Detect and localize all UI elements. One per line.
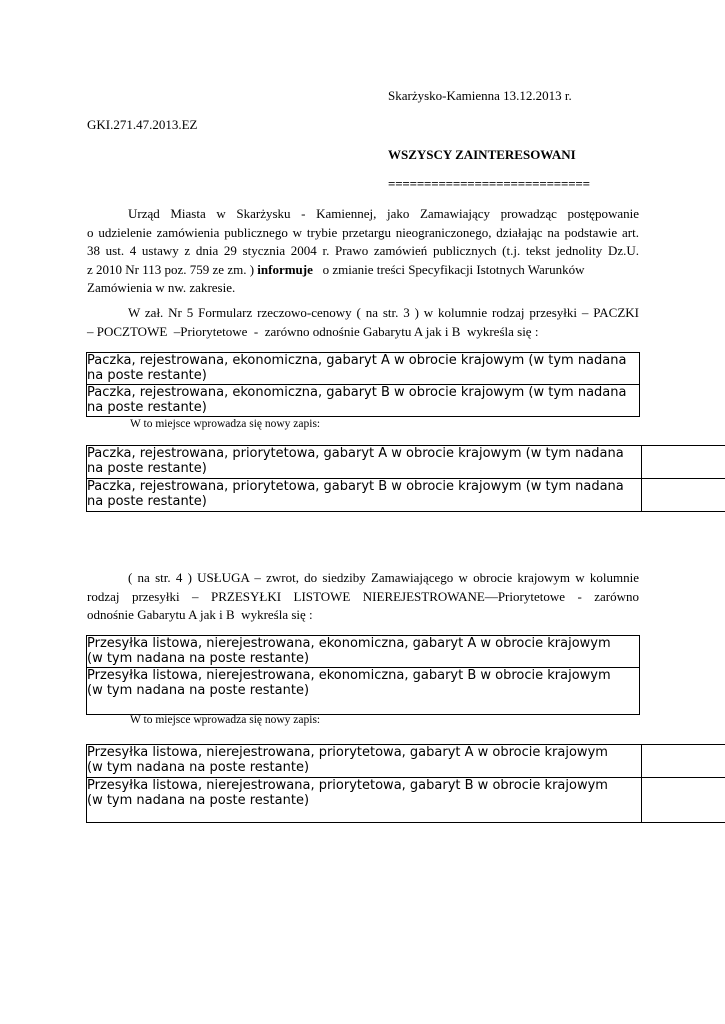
addressee-underline: ============================ — [388, 176, 590, 191]
intro-line-4 — [87, 261, 639, 280]
row-text: na poste restante) — [87, 368, 207, 383]
row-text: na poste restante) — [87, 494, 207, 509]
intro-informuje: informuje — [257, 261, 313, 277]
reference-number: GKI.271.47.2013.EZ — [87, 117, 198, 132]
row-text: Paczka, rejestrowana, ekonomiczna, gabaryt A w obrocie krajowym (w tym nadana — [87, 353, 627, 368]
row-text: Paczka, rejestrowana, priorytetowa, gabaryt B w obrocie krajowym (w tym nadana — [87, 479, 624, 494]
section2-line-2: rodzaj przesyłki – PRZESYŁKI LISTOWE NIEREJESTROWANE—Priorytetowe - zarówno — [87, 588, 639, 604]
row-text: Przesyłka listowa, nierejestrowana, ekonomiczna, gabaryt B w obrocie krajowym — [87, 668, 611, 683]
intro-line-1: Urząd Miasta w Skarżysku - Kamiennej, jako Zamawiający prowadząc postępowanie — [128, 206, 639, 221]
table-row — [87, 636, 640, 668]
table-row — [87, 353, 640, 385]
section1-paragraph — [87, 304, 639, 341]
row-text: Przesyłka listowa, nierejestrowana, ekonomiczna, gabaryt A w obrocie krajowym — [87, 636, 611, 651]
section2-line-1: ( na str. 4 ) USŁUGA – zwrot, do siedziby Zamawiającego w obrocie krajowym w kolumnie — [128, 570, 639, 585]
section1-line-1: W zał. Nr 5 Formularz rzeczowo-cenowy ( na str. 3 ) w kolumnie rodzaj przesyłki – PACZKI — [128, 305, 639, 320]
addressee: WSZYSCY ZAINTERESOWANI — [388, 147, 576, 162]
row-text: Paczka, rejestrowana, priorytetowa, gabaryt A w obrocie krajowym (w tym nadana — [87, 446, 624, 461]
row-text: (w tym nadana na poste restante) — [87, 793, 310, 808]
value-cell — [642, 479, 725, 512]
section2-line-3: odnośnie Gabarytu A jak i B wykreśla się : — [87, 607, 313, 622]
intro-line-4-b: o zmianie treści Specyfikacji Istotnych Warunków — [312, 261, 585, 277]
table-row — [87, 446, 725, 479]
table-row — [87, 385, 640, 417]
section1-line-2: – POCZTOWE –Priorytetowe - zarówno odnośnie Gabarytu A jak i B wykreśla się : — [87, 323, 539, 339]
row-text: na poste restante) — [87, 400, 207, 415]
row-text: Przesyłka listowa, nierejestrowana, priorytetowa, gabaryt B w obrocie krajowym — [87, 778, 608, 793]
intro-line-3: 38 ust. 4 ustawy z dnia 29 stycznia 2004 r. Prawo zamówień publicznych (t.j. tekst jednolity Dz.U. — [87, 243, 639, 258]
row-text: (w tym nadana na poste restante) — [87, 651, 310, 666]
section1-new-entry-note: W to miejsce wprowadza się nowy zapis: — [130, 418, 321, 430]
intro-line-2: o udzielenie zamówienia publicznego w trybie przetargu nieograniczonego, działając na podstawie art. — [87, 224, 639, 240]
value-cell — [642, 745, 725, 778]
row-text: (w tym nadana na poste restante) — [87, 683, 310, 698]
intro-line-4-a: z 2010 Nr 113 poz. 759 ze zm. ) — [87, 261, 258, 277]
section2-added-table — [86, 744, 725, 823]
section1-removed-table — [86, 352, 640, 417]
section1-added-table — [86, 445, 725, 512]
place-date: Skarżysko-Kamienna 13.12.2013 r. — [388, 88, 572, 103]
value-cell — [642, 446, 725, 479]
section2-paragraph — [87, 569, 639, 625]
row-text: Paczka, rejestrowana, ekonomiczna, gabaryt B w obrocie krajowym (w tym nadana — [87, 385, 627, 400]
row-text: na poste restante) — [87, 461, 207, 476]
table-row — [87, 745, 725, 778]
table-row — [87, 668, 640, 715]
intro-line-5: Zamówienia w nw. zakresie. — [87, 280, 236, 295]
row-text: (w tym nadana na poste restante) — [87, 760, 310, 775]
value-cell — [642, 778, 725, 823]
table-row — [87, 479, 725, 512]
section2-removed-table — [86, 635, 640, 715]
row-text: Przesyłka listowa, nierejestrowana, priorytetowa, gabaryt A w obrocie krajowym — [87, 745, 608, 760]
table-row — [87, 778, 725, 823]
intro-paragraph — [87, 205, 639, 298]
section2-new-entry-note: W to miejsce wprowadza się nowy zapis: — [130, 714, 321, 726]
